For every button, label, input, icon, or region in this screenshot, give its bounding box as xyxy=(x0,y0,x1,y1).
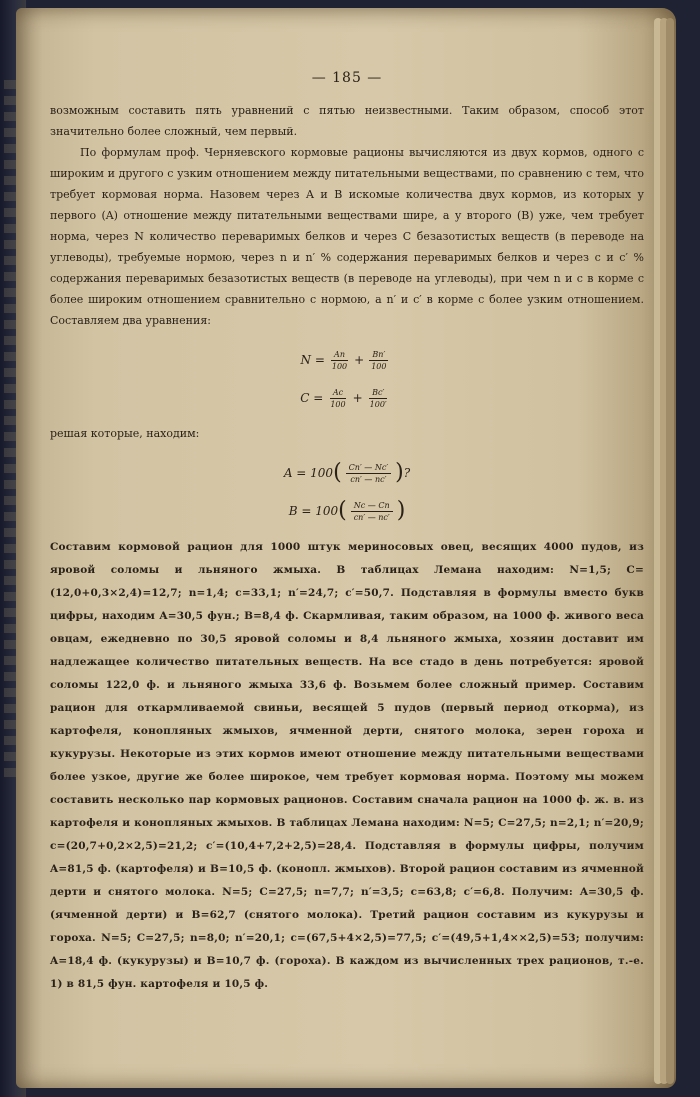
equation-a: A = 100 ( $\frac{Cn' — Nc'}{cn' — nc'}$ ) ? xyxy=(283,460,411,485)
page-content xyxy=(50,70,644,996)
plus-sign: + xyxy=(354,353,365,367)
page-number: — 185 — xyxy=(311,70,383,86)
paragraph-2: По формулам проф. Черняевского кормовые рационы вычисляются из двух кормов, одного с широким и другого с узким отношением между питательными веществами, по сравнению с тем, что требует кормовая норма. Назовем через A и B искомые количества двух кормов, из которых у первого (A) отношение между питательными веществами шире, а у второго (B) уже, чем требует норма, через N количество переваримых белков и через C безазотистых веществ (в переводе на углеводы), требуемые нормою, через n и n′ % содержания переваримых белков и через c и c′ % содержания переваримых безазотистых веществ (в переводе на углеводы), при чем n и c в корме с более широким отношением сравнительно с нормою, а n′ и c′ в корме с более узким отношением. Составляем два уравнения: xyxy=(50,146,644,327)
solutions xyxy=(50,454,644,530)
equation-n xyxy=(50,341,644,379)
fraction: $\frac{Bn'}{100}$ xyxy=(371,349,387,371)
equation-lhs: B = 100 xyxy=(288,504,339,518)
fraction: $\frac{Ac}{100}$ xyxy=(330,387,346,409)
paragraph-1: возможным составить пять уравнений с пятью неизвестными. Таким образом, способ этот значительно более сложный, чем первый. xyxy=(50,104,644,138)
equation-lhs: A = 100 xyxy=(283,466,334,480)
equations-system xyxy=(50,341,644,417)
fraction: $\frac{Bc'}{100'}$ xyxy=(369,387,387,409)
fraction: $\frac{Cn' — Nc'}{cn' — nc'}$ xyxy=(346,462,391,485)
plus-sign: + xyxy=(352,391,363,405)
paragraph-4: Составим кормовой рацион для 1000 штук мериносовых овец, весящих 4000 пудов, из яровой соломы и льняного жмыха. В таблицах Лемана находим: N=1,5; C=(12,0+0,3×2,4)=12,7; n=1,4; c=33,1; n′=24,7; c′=50,7. Подставляя в формулы вместо букв цифры, находим A=30,5 фун.; B=8,4 ф. Скармливая, таким образом, на 1000 ф. живого веса овцам, ежедневно по 30,5 яровой соломы и 8,4 льняного жмыха, хозяин доставит им надлежащее количество питательных веществ. На все стадо в день потребуется: яровой соломы 122,0 ф. и льняного жмыха 33,6 ф. Возьмем более сложный пример. Составим рацион для откармливаемой свиньи, весящей 5 пудов (первый период откорма), из картофеля, конопляных жмыхов, ячменной дерти, снятого молока, зерен гороха и кукурузы. Некоторые из этих кормов имеют отношение между питательными веществами более узкое, другие же более широкое, чем требует кормовая норма. Поэтому мы можем составить несколько пар кормовых рационов. Составим сначала рацион на 1000 ф. ж. в. из картофеля и конопляных жмыхов. В таблицах Лемана находим: N=5; C=27,5; n=2,1; n′=20,9; c=(20,7+0,2×2,5)=21,2; c′=(10,4+7,2+2,5)=28,4. Подставляя в формулы цифры, получим A=81,5 ф. (картофеля) и B=10,5 ф. (конопл. жмыхов). Второй рацион составим из ячменной дерти и снятого молока. N=5; C=27,5; n=7,7; n′=3,5; c=63,8; c′=6,8. Получим: A=30,5 ф. (ячменной дерти) и B=62,7 (снятого молока). Третий рацион составим из кукурузы и гороха. N=5; C=27,5; n=8,0; n′=20,1; c=(67,5+4×2,5)=77,5; c′=(49,5+1,4××2,5)=53; получим: A=18,4 ф. (кукурузы) и B=10,7 ф. (гороха). В каждом из вычисленных трех рационов, т.-е. 1) в 81,5 фун. картофеля и 10,5 ф. xyxy=(50,541,644,990)
equation-lhs: N = xyxy=(300,353,325,367)
page-edge xyxy=(666,18,674,1084)
paragraph-3: решая которые, находим: xyxy=(50,427,200,440)
equation-lhs: C = xyxy=(300,391,324,405)
equation-tail: ? xyxy=(403,466,411,480)
equation-b: B = 100 ( $\frac{Nc — Cn}{cn' — nc'}$ ) xyxy=(288,498,406,523)
equation-c xyxy=(50,379,644,417)
fraction: $\frac{Nc — Cn}{cn' — nc'}$ xyxy=(351,500,393,523)
fraction: $\frac{An}{100}$ xyxy=(331,349,348,371)
